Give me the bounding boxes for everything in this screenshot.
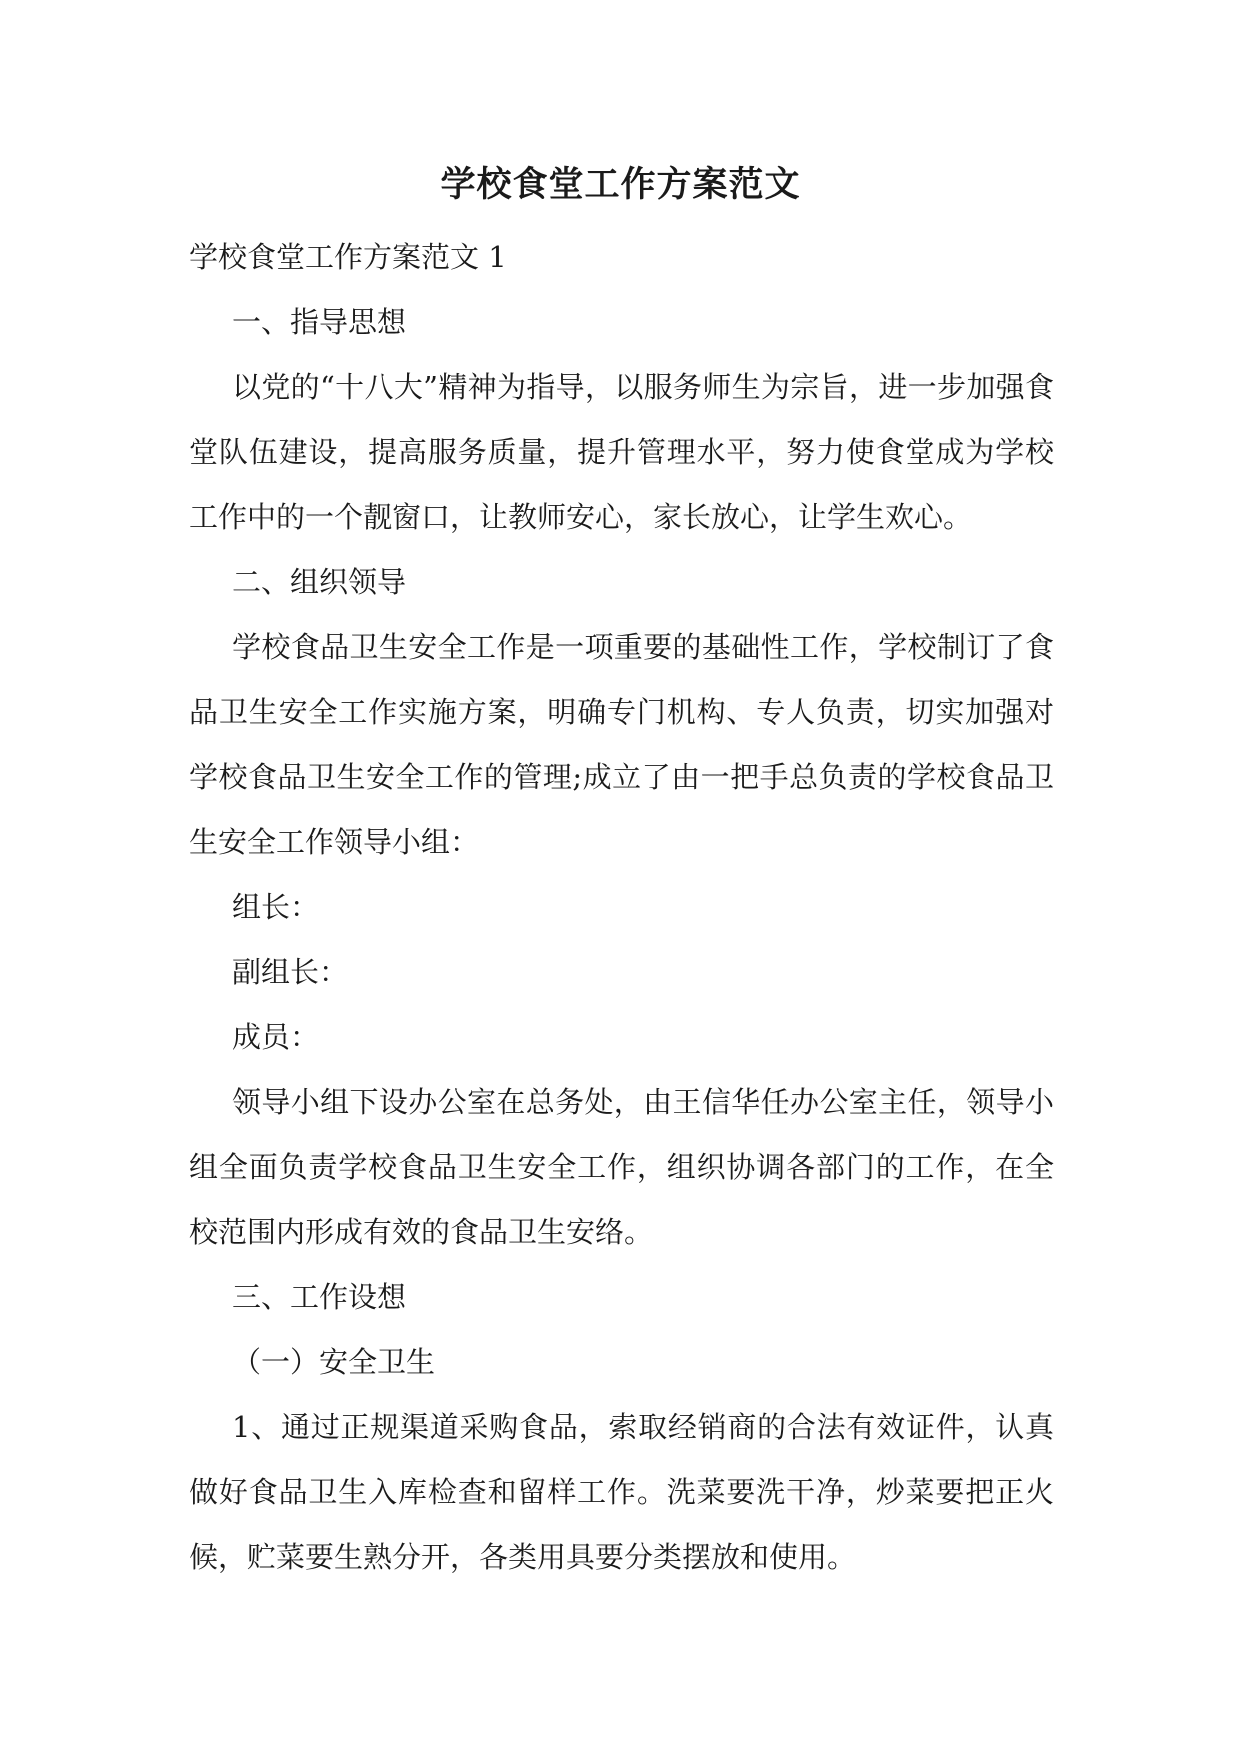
document-title: 学校食堂工作方案范文: [440, 164, 801, 205]
paragraph-guiding-ideology: 以党的“十八大”精神为指导，以服务师生为宗旨，进一步加强食堂队伍建设，提高服务质量，提升管理水平，努力使食堂成为学校工作中的一个靓窗口，让教师安心，家长放心，让学生欢心。: [189, 370, 1054, 534]
section-heading-organization: 二、组织领导: [232, 565, 407, 599]
label-members: 成员：: [232, 1020, 320, 1054]
section-heading-guiding-ideology: 一、指导思想: [232, 305, 407, 339]
paragraph-organization: 学校食品卫生安全工作是一项重要的基础性工作，学校制订了食品卫生安全工作实施方案，明确专门机构、专人负责，切实加强对学校食品卫生安全工作的管理;成立了由一把手总负责的学校食品卫生安全工作领导小组：: [189, 630, 1054, 859]
section-heading-work-plan: 三、工作设想: [232, 1280, 407, 1314]
label-team-leader: 组长：: [232, 890, 320, 924]
document-body: [189, 225, 1054, 1590]
paragraph-office: 领导小组下设办公室在总务处，由王信华任办公室主任，领导小组全面负责学校食品卫生安全工作，组织协调各部门的工作，在全校范围内形成有效的食品卫生安络。: [189, 1085, 1054, 1249]
subsection-heading-safety-hygiene: （一）安全卫生: [232, 1345, 436, 1379]
document-subtitle: 学校食堂工作方案范文 1: [189, 240, 507, 274]
label-deputy-leader: 副组长：: [232, 955, 349, 989]
paragraph-procurement: 1、通过正规渠道采购食品，索取经销商的合法有效证件，认真做好食品卫生入库检查和留样工作。洗菜要洗干净，炒菜要把正火候，贮菜要生熟分开，各类用具要分类摆放和使用。: [189, 1410, 1054, 1574]
